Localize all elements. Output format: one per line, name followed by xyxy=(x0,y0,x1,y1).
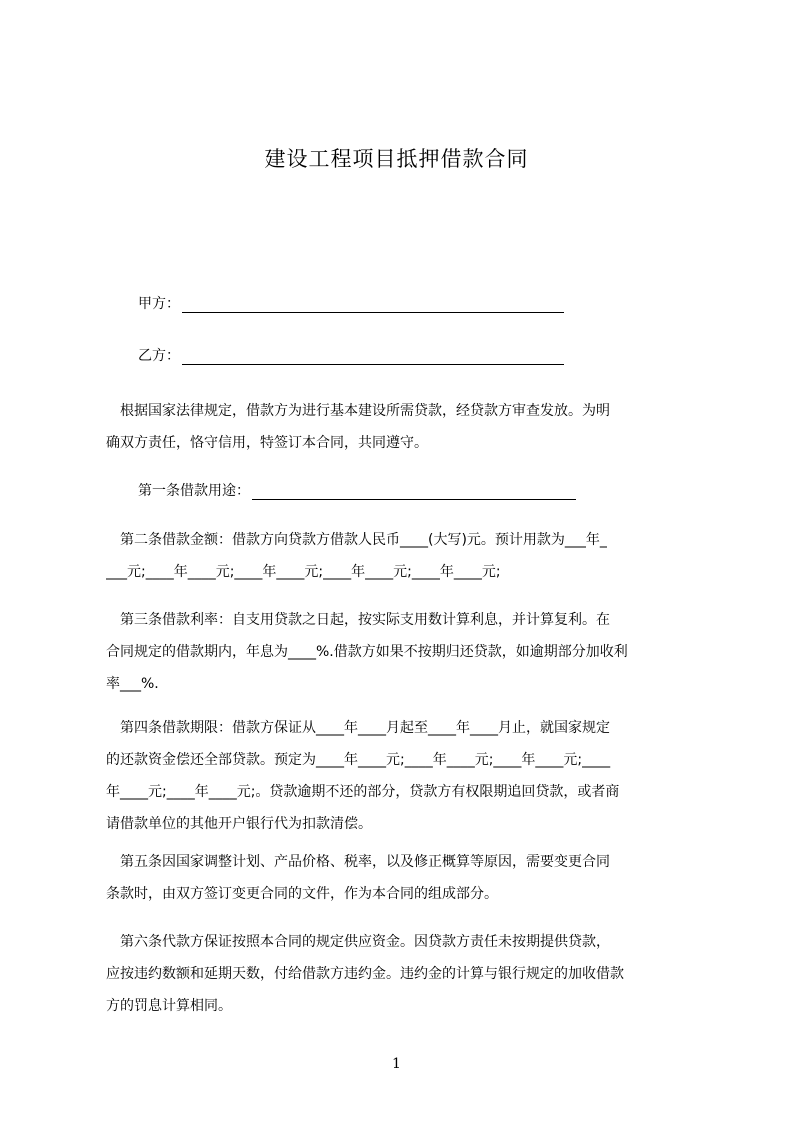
article2-paragraph xyxy=(106,524,700,588)
article4-line: 的还款资金偿还全部贷款。预定为____年____元;____年____元;____年____元;____ xyxy=(106,752,611,768)
intro-line: 根据国家法律规定，借款方为进行基本建设所需贷款，经贷款方审查发放。为明 xyxy=(106,403,610,419)
party-a-label: 甲方： xyxy=(138,296,180,312)
article5-line: 条款时，由双方签订变更合同的文件，作为本合同的组成部分。 xyxy=(106,886,498,902)
article6-line: 第六条代款方保证按照本合同的规定供应资金。因贷款方责任未按期提供贷款， xyxy=(106,934,610,950)
article1-blank xyxy=(252,485,576,500)
party-b-label: 乙方： xyxy=(138,348,180,364)
intro-line: 确双方责任，恪守信用，特签订本合同，共同遵守。 xyxy=(106,435,428,451)
article6-line: 方的罚息计算相同。 xyxy=(106,998,232,1014)
party-b-blank xyxy=(182,350,564,365)
party-a-blank xyxy=(182,298,564,313)
article1-label: 第一条借款用途： xyxy=(138,483,250,499)
document-title: 建设工程项目抵押借款合同 xyxy=(264,147,529,171)
article5-line: 第五条因国家调整计划、产品价格、税率，以及修正概算等原因，需要变更合同 xyxy=(106,854,610,870)
party-b-field xyxy=(138,345,564,365)
article5-paragraph xyxy=(106,846,700,910)
page-number: 1 xyxy=(392,1056,401,1072)
article4-line: 第四条借款期限：借款方保证从____年____月起至____年____月止，就国家规定 xyxy=(106,720,610,736)
party-a-field xyxy=(138,293,564,313)
article2-line: ___元;____年____元;____年____元;____年____元;____年____元; xyxy=(106,564,501,580)
article1-field xyxy=(138,480,576,500)
article3-line: 合同规定的借款期内，年息为____%.借款方如果不按期归还贷款，如逾期部分加收利 xyxy=(106,644,628,660)
article6-paragraph xyxy=(106,926,700,1022)
article2-line: 第二条借款金额：借款方向贷款方借款人民币____(大写)元。预计用款为___年_ xyxy=(106,532,607,548)
article4-line: 请借款单位的其他开户银行代为扣款清偿。 xyxy=(106,816,372,832)
article3-paragraph xyxy=(106,604,700,700)
article3-line: 第三条借款利率：自支用贷款之日起，按实际支用数计算利息，并计算复利。在 xyxy=(106,612,610,628)
article4-line: 年____元;____年____元;。贷款逾期不还的部分，贷款方有权限期追回贷款，或者商 xyxy=(106,784,620,800)
article4-paragraph xyxy=(106,712,700,840)
article6-line: 应按违约数额和延期天数，付给借款方违约金。违约金的计算与银行规定的加收借款 xyxy=(106,966,624,982)
article3-line: 率___%. xyxy=(106,676,159,692)
intro-paragraph xyxy=(106,395,700,459)
